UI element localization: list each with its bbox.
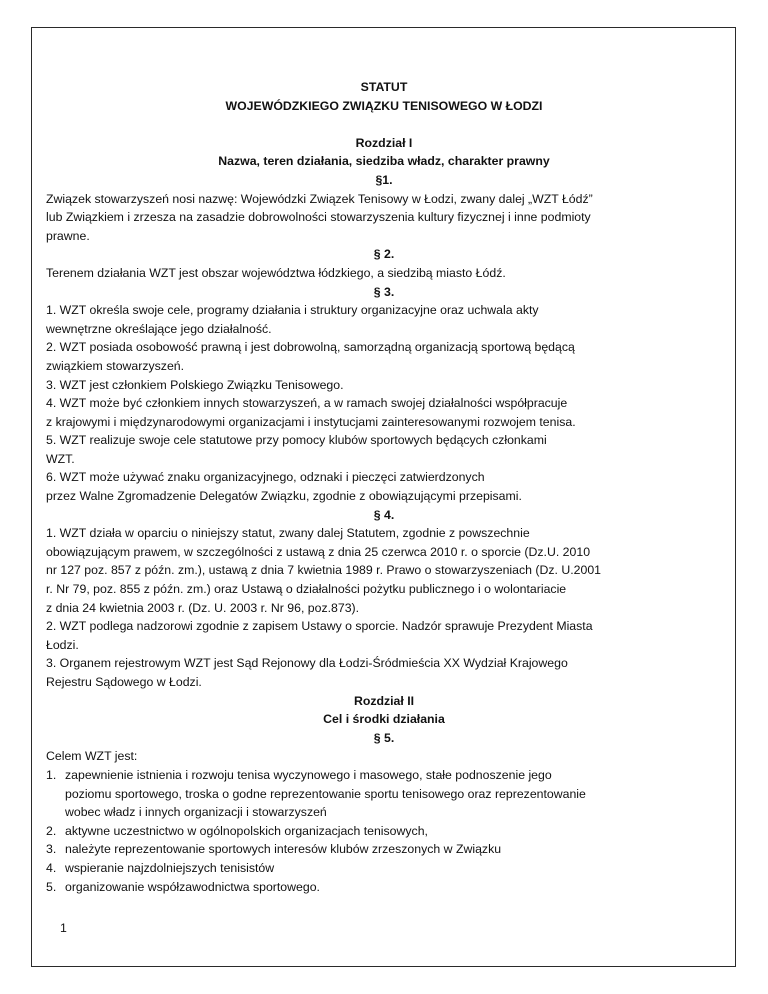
list-item-number: 4. [46,860,57,875]
document-title [46,78,722,115]
paragraph-line: 1. WZT działa w oparciu o niniejszy statut, zwany dalej Statutem, zgodnie z powszechnie [46,526,530,541]
list-item-line: aktywne uczestnictwo w ogólnopolskich organizacjach tenisowych, [65,823,428,838]
paragraph-line: przez Walne Zgromadzenie Delegatów Związku, zgodnie z obowiązującymi przepisami. [46,489,522,504]
title-line-2: WOJEWÓDZKIEGO ZWIĄZKU TENISOWEGO W ŁODZI [225,98,543,113]
paragraph-line: Związek stowarzyszeń nosi nazwę: Wojewódzki Związek Tenisowy w Łodzi, zwany dalej „WZT Łódź” [46,191,593,206]
list-item-line: poziomu sportowego, troska o godne reprezentowanie sportu tenisowego oraz reprezentowanie [65,786,586,801]
paragraph-line: z krajowymi i międzynarodowymi organizacjami i instytucjami zainteresowanymi rozwojem tenisa. [46,414,576,429]
paragraph-line: z dnia 24 kwietnia 2003 r. (Dz. U. 2003 r. Nr 96, poz.873). [46,600,360,615]
paragraph-line: wewnętrzne określające jego działalność. [46,321,272,336]
chapter-2-heading: Cel i środki działania [323,712,445,727]
chapter-2-header [46,692,722,729]
section-2 [46,245,722,282]
paragraph-line: 3. WZT jest członkiem Polskiego Związku Tenisowego. [46,377,344,392]
paragraph-line: związkiem stowarzyszeń. [46,358,185,373]
list-item-line: należyte reprezentowanie sportowych interesów klubów zrzeszonych w Związku [65,842,502,857]
section-heading: § 2. [373,247,395,262]
list-item [46,878,722,897]
paragraph-line: nr 127 poz. 857 z późn. zm.), ustawą z dnia 7 kwietnia 1989 r. Prawo o stowarzyszeniach (Dz. U.2001 [46,563,602,578]
paragraph-line: 5. WZT realizuje swoje cele statutowe przy pomocy klubów sportowych będących członkami [46,433,547,448]
paragraph-line: 4. WZT może być członkiem innych stowarzyszeń, a w ramach swojej działalności współpracuje [46,396,568,411]
list-item [46,859,722,878]
list-item [46,822,722,841]
paragraph-line: 1. WZT określa swoje cele, programy działania i struktury organizacyjne oraz uchwala akty [46,303,539,318]
section-5 [46,729,722,896]
paragraph-line: WZT. [46,451,75,466]
title-line-1: STATUT [360,80,408,94]
section-4 [46,506,722,692]
list-item-line: wobec władz i innych organizacji i stowarzyszeń [65,805,327,820]
list-item-line: zapewnienie istnienia i rozwoju tenisa wyczynowego i masowego, stałe podnoszenie jego [65,767,552,782]
document-body [46,78,722,896]
paragraph-line: Rejestru Sądowego w Łodzi. [46,675,202,689]
section-intro: Celem WZT jest: [46,749,138,764]
paragraph-line: 2. WZT posiada osobowość prawną i jest dobrowolną, samorządną organizacją sportową będącą [46,340,575,355]
goals-list [46,766,722,896]
paragraph-line: 2. WZT podlega nadzorowi zgodnie z zapisem Ustawy o sporcie. Nadzór sprawuje Prezydent Miasta [46,619,593,634]
paragraph-line: Terenem działania WZT jest obszar województwa łódzkiego, a siedzibą miasto Łódź. [46,265,506,280]
chapter-1-label: Rozdział I [355,135,413,150]
section-1 [46,171,722,245]
page-number: 1 [60,921,67,935]
section-heading: § 5. [373,730,395,745]
section-heading: § 3. [373,284,395,299]
list-item-number: 3. [46,842,57,857]
chapter-1-heading: Nazwa, teren działania, siedziba władz, charakter prawny [218,154,550,169]
paragraph-line: lub Związkiem i zrzesza na zasadzie dobrowolności stowarzyszenia kultury fizycznej i inne podmioty [46,210,591,225]
list-item-number: 1. [46,767,57,782]
section-3 [46,283,722,506]
paragraph-line: r. Nr 79, poz. 855 z późn. zm.) oraz Ustawą o działalności pożytku publicznego i o wolontariacie [46,582,567,597]
list-item-number: 5. [46,879,57,894]
section-heading: § 4. [373,507,395,522]
list-item-line: organizowanie współzawodnictwa sportowego. [65,879,320,894]
paragraph-line: prawne. [46,228,90,243]
paragraph-line: 6. WZT może używać znaku organizacyjnego, odznaki i pieczęci zatwierdzonych [46,470,485,485]
list-item-number: 2. [46,823,57,838]
chapter-1-header [46,134,722,171]
paragraph-line: obowiązującym prawem, w szczególności z ustawą z dnia 25 czerwca 2010 r. o sporcie (Dz.U. 2010 [46,544,591,559]
list-item [46,766,722,822]
chapter-2-label: Rozdział II [353,693,415,708]
list-item-line: wspieranie najzdolniejszych tenisistów [65,860,275,875]
section-heading: §1. [375,172,393,187]
paragraph-line: 3. Organem rejestrowym WZT jest Sąd Rejonowy dla Łodzi-Śródmieścia XX Wydział Krajowego [46,656,568,671]
paragraph-line: Łodzi. [46,637,79,652]
list-item [46,840,722,859]
